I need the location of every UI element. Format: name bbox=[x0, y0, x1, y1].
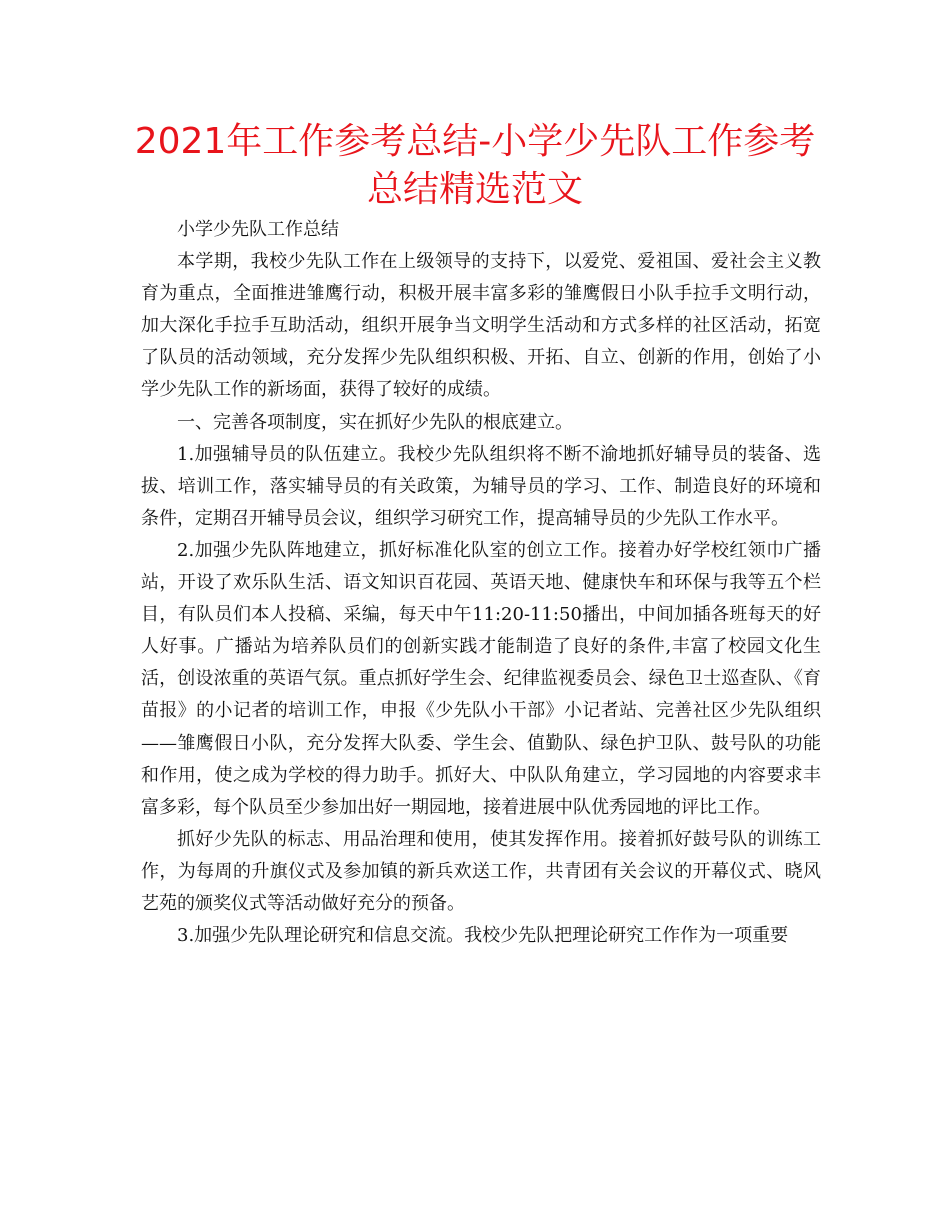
section-one-heading: 一、完善各项制度，实在抓好少先队的根底建立。 bbox=[177, 411, 573, 433]
body-paragraph: 抓好少先队的标志、用品治理和使用，使其发挥作用。接着抓好鼓号队的训练工作，为每周的升旗仪式及参加镇的新兵欢送工作，共青团有关会议的开幕仪式、晓风艺苑的颁奖仪式等活动做好充分的预备。 bbox=[141, 828, 821, 914]
intro-paragraph: 本学期，我校少先队工作在上级领导的支持下，以爱党、爱祖国、爱社会主义教育为重点，全面推进雏鹰行动，积极开展丰富多彩的雏鹰假日小队手拉手文明行动，加大深化手拉手互助活动，组织开展争当文明学生活动和方式多样的社区活动，拓宽了队员的活动领域，充分发挥少先队组织积极、开拓、自立、创新的作用，创始了小学少先队工作的新场面，获得了较好的成绩。 bbox=[141, 251, 821, 401]
document-body bbox=[141, 214, 821, 952]
document-title: 2021年工作参考总结-小学少先队工作参考总结精选范文 bbox=[134, 121, 816, 210]
item-two-paragraph: 2.加强少先队阵地建立，抓好标准化队室的创立工作。接着办好学校红领巾广播站，开设了欢乐队生活、语文知识百花园、英语天地、健康快车和环保与我等五个栏目，有队员们本人投稿、采编，每天中午11:20-11:50播出，中间加插各班每天的好人好事。广播站为培养队员们的创新实践才能制造了良好的条件,丰富了校园文化生活，创设浓重的英语气氛。重点抓好学生会、纪律监视委员会、绿色卫士巡查队、《育苗报》的小记者的培训工作，申报《少先队小干部》小记者站、完善社区少先队组织——雏鹰假日小队，充分发挥大队委、学生会、值勤队、绿色护卫队、鼓号队的功能和作用，使之成为学校的得力助手。抓好大、中队队角建立，学习园地的内容要求丰富多彩，每个队员至少参加出好一期园地，接着进展中队优秀园地的评比工作。 bbox=[141, 539, 821, 818]
section-heading: 小学少先队工作总结 bbox=[177, 219, 339, 240]
item-three-paragraph: 3.加强少先队理论研究和信息交流。我校少先队把理论研究工作作为一项重要 bbox=[177, 925, 789, 947]
item-one-paragraph: 1.加强辅导员的队伍建立。我校少先队组织将不断不渝地抓好辅导员的装备、选拔、培训工作，落实辅导员的有关政策，为辅导员的学习、工作、制造良好的环境和条件，定期召开辅导员会议，组织学习研究工作，提高辅导员的少先队工作水平。 bbox=[141, 443, 821, 529]
